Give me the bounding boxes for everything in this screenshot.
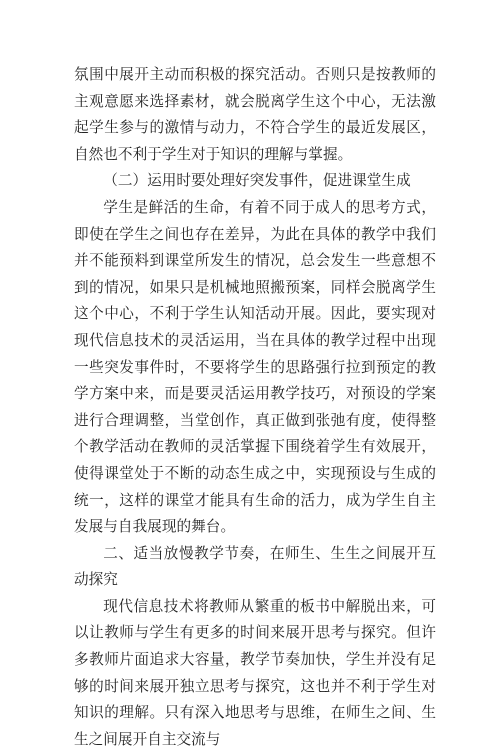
paragraph-student-life: 学生是鲜活的生命，有着不同于成人的思考方式，即使在学生之间也存在差异，为此在具体的教学中我们并不能预料到课堂所发生的情况，总会发生一些意想不到的情况，如果只是机械地照搬预案，同样会脱离学生这个中心，不利于学生认知活动开展。因此，要实现对现代信息技术的灵活运用，当在具体的教学过程中出现一些突发事件时，不要将学生的思路强行拉到预定的教学方案中来，而是要灵活运用教学技巧，对预设的学案进行合理调整，当堂创作，真正做到张弛有度，使得整个教学活动在教师的灵活掌握下围绕着学生有效展开，使得课堂处于不断的动态生成之中，实现预设与生成的统一，这样的课堂才能具有生命的活力，成为学生自主发展与自我展现的舞台。 bbox=[74, 198, 436, 536]
paragraph-continuation: 氛围中展开主动而积极的探究活动。否则只是按教师的主观意愿来选择素材，就会脱离学生这个中心，无法激起学生参与的激情与动力，不符合学生的最近发展区，自然也不利于学生对于知识的理解与掌握。 bbox=[74, 66, 436, 163]
paragraph-modern-technology: 现代信息技术将教师从繁重的板书中解脱出来，可以让教师与学生有更多的时间来展开思考与探究。但许多教师片面追求大容量，教学节奏加快，学生并没有足够的时间来展开独立思考与探究，这也并不利于学生对知识的理解。只有深入地思考与思维，在师生之间、生生之间展开自主交流与 bbox=[74, 597, 436, 748]
section-heading-teaching-pace: 二、适当放慢教学节奏，在师生、生生之间展开互动探究 bbox=[74, 544, 436, 589]
document-body bbox=[74, 62, 436, 753]
section-heading-emergency-handling: （二）运用时要处理好突发事件，促进课堂生成 bbox=[103, 172, 411, 190]
